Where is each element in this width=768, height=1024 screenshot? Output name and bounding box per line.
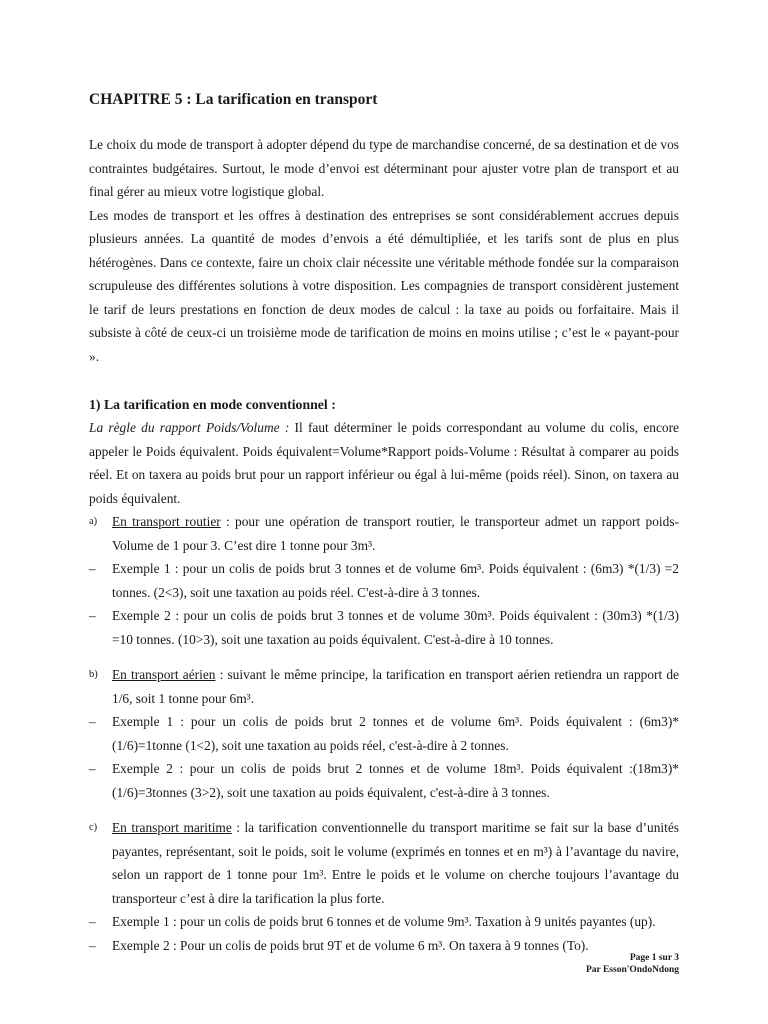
- author-credit: Par Esson'OndoNdong: [585, 965, 679, 975]
- air-item: [89, 663, 679, 710]
- sea-example-1: [89, 910, 679, 934]
- road-example-2-text: Exemple 2 : pour un colis de poids brut 3 tonnes et de volume 30m³. Poids équivalent : (30m3) *(1/3) =10 tonnes. (10>3), soit une taxation au poids équivalent. C'est-à-dire à 10 tonnes.: [112, 608, 679, 647]
- sea-text: : la tarification conventionnelle du transport maritime se fait sur la base d’unités payantes, représentant, soit le poids, soit le volume (exprimés en tonnes et en m³) à l’avantage du navire, selon un rapport de 1 tonne pour 1m³. Entre le poids et le volume on cherche toujours l’avantage du transporteur c’est à dire la tarification la plus forte.: [112, 820, 679, 906]
- sea-item: [89, 816, 679, 910]
- dash-bullet: –: [89, 914, 96, 929]
- sea-example-1-text: Exemple 1 : pour un colis de poids brut 6 tonnes et de volume 9m³. Taxation à 9 unités payantes (up).: [112, 914, 656, 929]
- intro-paragraph-2: Les modes de transport et les offres à destination des entreprises se sont considérablement accrues depuis plusieurs années. La quantité de modes d’envois a été démultipliée, et les tarifs sont de plus en plus hétérogènes. Dans ce contexte, faire un choix clair nécessite une véritable méthode fondée sur la comparaison scrupuleuse des différentes solutions à votre disposition. Les compagnies de transport considèrent justement le tarif de leurs prestations en fonction de deux modes de calcul : la taxe au poids ou forfaitaire. Mais il subsiste à côté de ceux-ci un troisième mode de tarification de moins en moins utilise ; c’est le « payant-pour ».: [89, 207, 679, 364]
- intro-paragraph-1: Le choix du mode de transport à adopter dépend du type de marchandise concerné, de sa destination et de vos contraintes budgétaires. Surtout, le mode d’envoi est déterminant pour ajuster votre plan de transport et au final gérer au mieux votre logistique global.: [89, 137, 679, 199]
- document-body: [89, 89, 679, 957]
- page-title: CHAPITRE 5 : La tarification en transport: [89, 91, 378, 108]
- road-item: [89, 510, 679, 557]
- page-number: Page 1 sur 3: [629, 953, 679, 963]
- air-example-2: [89, 757, 679, 804]
- sea-label: En transport maritime: [112, 820, 232, 835]
- sea-marker: c): [89, 822, 98, 833]
- page-footer: [586, 952, 679, 976]
- road-text: : pour une opération de transport routier, le transporteur admet un rapport poids-Volume de 1 pour 3. C’est dire 1 tonne pour 3m³.: [112, 514, 679, 553]
- section-heading-conventional: 1) La tarification en mode conventionnel :: [89, 397, 336, 412]
- spacer: [89, 804, 679, 816]
- road-label: En transport routier: [112, 514, 221, 529]
- road-marker: a): [89, 516, 98, 527]
- dash-bullet: –: [89, 714, 96, 729]
- dash-bullet: –: [89, 761, 96, 776]
- dash-bullet: –: [89, 608, 96, 623]
- air-example-1-text: Exemple 1 : pour un colis de poids brut 2 tonnes et de volume 6m³. Poids équivalent : (6m3)*(1/6)=1tonne (1<2), soit une taxation au poids réel, c'est-à-dire à 2 tonnes.: [112, 714, 679, 753]
- road-example-1: [89, 557, 679, 604]
- spacer: [89, 651, 679, 663]
- air-text: : suivant le même principe, la tarification en transport aérien retiendra un rapport de 1/6, soit 1 tonne pour 6m³.: [112, 667, 679, 706]
- sea-example-2-text: Exemple 2 : Pour un colis de poids brut 9T et de volume 6 m³. On taxera à 9 tonnes (To).: [112, 937, 589, 953]
- air-example-2-text: Exemple 2 : pour un colis de poids brut 2 tonnes et de volume 18m³. Poids équivalent :(18m3)*(1/6)=3tonnes (3>2), soit une taxation au poids équivalent, c'est-à-dire à 3 tonnes.: [112, 761, 679, 800]
- dash-bullet: –: [89, 937, 96, 953]
- rule-text: Il faut déterminer le poids correspondant au volume du colis, encore appeler le Poids équivalent. Poids équivalent=Volume*Rapport poids-Volume : Résultat à comparer au poids réel. Et on taxera au poids brut pour un rapport inférieur ou égal à lui-même (poids réel). Sinon, on taxera au poids équivalent.: [89, 420, 680, 506]
- road-example-2: [89, 604, 679, 651]
- air-label: En transport aérien: [112, 667, 216, 682]
- air-marker: b): [89, 669, 98, 680]
- rule-paragraph: [89, 416, 679, 510]
- air-example-1: [89, 710, 679, 757]
- dash-bullet: –: [89, 561, 96, 576]
- road-example-1-text: Exemple 1 : pour un colis de poids brut 3 tonnes et de volume 6m³. Poids équivalent : (6m3) *(1/3) =2 tonnes. (2<3), soit une taxation au poids réel. C'est-à-dire à 3 tonnes.: [112, 561, 679, 600]
- rule-label: La règle du rapport Poids/Volume :: [89, 420, 290, 435]
